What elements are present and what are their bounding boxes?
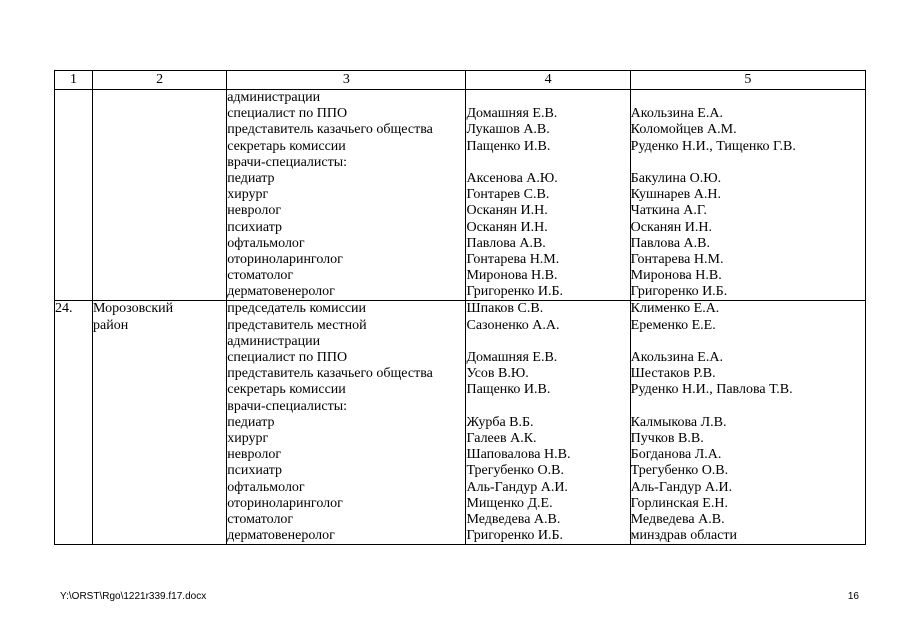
cell-line: Гонтарева Н.М. [630, 251, 724, 267]
header-col-3: 3 [227, 71, 466, 90]
cell-line: Пучков В.В. [630, 430, 704, 446]
cell-line: психиатр [227, 219, 283, 235]
cell-line: Руденко Н.И., Павлова Т.В. [630, 382, 793, 398]
cell-line: Лукашов А.В. [466, 122, 550, 138]
cell-line: Пащенко И.В. [466, 138, 551, 154]
cell-line: Трегубенко О.В. [630, 463, 729, 479]
cell-line: Сазоненко А.А. [466, 317, 560, 333]
cell-line: Осканян И.Н. [466, 219, 548, 235]
cell-line [466, 90, 629, 106]
cell-line: Гонтарев С.В. [466, 187, 550, 203]
cell-line: Медведева А.В. [466, 511, 561, 527]
cell-line: педиатр [227, 170, 275, 186]
cell-line: Мищенко Д.Е. [466, 495, 553, 511]
cell-line: хирург [227, 187, 269, 203]
cell-line: Трегубенко О.В. [466, 463, 564, 479]
cell-line [631, 90, 865, 106]
cell-line: врачи-специалисты: [227, 398, 348, 414]
cell-line: администрации [227, 333, 321, 349]
header-col-1: 1 [55, 71, 93, 90]
cell-line: Горлинская Е.Н. [630, 495, 728, 511]
cell-line: дерматовенеролог [227, 528, 335, 544]
row-number [55, 90, 93, 301]
reserves-cell [630, 301, 865, 545]
cell-line: Акользина Е.А. [630, 106, 723, 122]
cell-line: психиатр [227, 463, 283, 479]
reserves-cell [630, 90, 865, 301]
cell-line: минздрав области [630, 528, 738, 544]
cell-line: Коломойцев А.М. [630, 122, 737, 138]
cell-line: председатель комиссии [227, 301, 367, 317]
cell-line: Чаткина А.Г. [630, 203, 707, 219]
cell-line: Аль-Гандур А.И. [466, 479, 568, 495]
header-row [55, 71, 866, 90]
cell-line: стоматолог [227, 268, 294, 284]
district-cell [93, 90, 227, 301]
cell-line: Домашняя Е.В. [466, 106, 558, 122]
footer-file-path: Y:\ORST\Rgo\1221r339.f17.docx [60, 591, 207, 602]
cell-line: Бакулина О.Ю. [630, 170, 722, 186]
commission-table [54, 70, 866, 545]
district-cell [93, 301, 227, 545]
cell-line: Осканян И.Н. [466, 203, 548, 219]
row-number: 24. [55, 301, 93, 545]
cell-line: Григоренко И.Б. [466, 284, 564, 300]
cell-line: педиатр [227, 414, 275, 430]
cell-line: секретарь комиссии [227, 138, 346, 154]
cell-line [466, 399, 629, 415]
cell-line [631, 399, 865, 415]
cell-line: Шаповалова Н.В. [466, 447, 571, 463]
cell-line: Домашняя Е.В. [466, 350, 558, 365]
header-col-4: 4 [466, 71, 630, 90]
cell-line: невролог [227, 203, 282, 219]
footer-page-number: 16 [847, 591, 859, 602]
roles-cell [227, 90, 466, 301]
cell-line: представитель местной [227, 317, 367, 333]
cell-line: Осканян И.Н. [630, 219, 712, 235]
cell-line: Гонтарева Н.М. [466, 251, 560, 267]
cell-line: Шпаков С.В. [466, 301, 544, 317]
cell-line: Аль-Гандур А.И. [630, 479, 733, 495]
cell-line: Павлова А.В. [630, 235, 710, 251]
roles-cell [227, 301, 466, 545]
cell-line: офтальмолог [227, 235, 305, 251]
cell-line: Медведева А.В. [630, 511, 725, 527]
cell-line: Павлова А.В. [466, 235, 546, 251]
cell-line: Григоренко И.Б. [466, 528, 564, 544]
header-col-5: 5 [630, 71, 865, 90]
cell-line: специалист по ППО [227, 106, 348, 122]
cell-line: оториноларинголог [227, 251, 343, 267]
cell-line: Калмыкова Л.В. [630, 414, 727, 430]
cell-line: Аксенова А.Ю. [466, 170, 558, 186]
cell-line: район [93, 317, 129, 333]
cell-line: Усов В.Ю. [466, 366, 529, 382]
cell-line: Пащенко И.В. [466, 382, 551, 398]
cell-line: невролог [227, 447, 282, 463]
cell-line: врачи-специалисты: [227, 154, 348, 170]
cell-line: Акользина Е.А. [630, 350, 723, 365]
cell-line: стоматолог [227, 511, 294, 527]
cell-line [466, 334, 629, 350]
cell-line: Шестаков Р.В. [630, 366, 716, 382]
cell-line [466, 155, 629, 171]
cell-line: Морозовский [93, 301, 174, 317]
cell-line: представитель казачьего общества [227, 366, 433, 382]
cell-line: офтальмолог [227, 479, 305, 495]
cell-line: Богданова Л.А. [630, 447, 722, 463]
header-col-2: 2 [93, 71, 227, 90]
cell-line: Григоренко И.Б. [630, 284, 728, 300]
cell-line: Миронова Н.В. [466, 268, 558, 284]
cell-line: хирург [227, 430, 269, 446]
cell-line: секретарь комиссии [227, 382, 346, 398]
members-cell [466, 301, 630, 545]
members-cell [466, 90, 630, 301]
cell-line: администрации [227, 90, 321, 105]
cell-line [631, 334, 865, 350]
cell-line: представитель казачьего общества [227, 122, 433, 138]
cell-line: Миронова Н.В. [630, 268, 722, 284]
cell-line: Клименко Е.А. [630, 301, 720, 317]
cell-line: специалист по ППО [227, 350, 348, 365]
table-row [55, 90, 866, 301]
cell-line: Журба В.Б. [466, 414, 534, 430]
cell-line [631, 155, 865, 171]
cell-line: Галеев А.К. [466, 430, 537, 446]
cell-line: оториноларинголог [227, 495, 343, 511]
table-row [55, 301, 866, 545]
cell-line: Руденко Н.И., Тищенко Г.В. [630, 138, 796, 154]
cell-line: Еременко Е.Е. [630, 317, 716, 333]
cell-line: Кушнарев А.Н. [630, 187, 721, 203]
cell-line: дерматовенеролог [227, 284, 335, 300]
